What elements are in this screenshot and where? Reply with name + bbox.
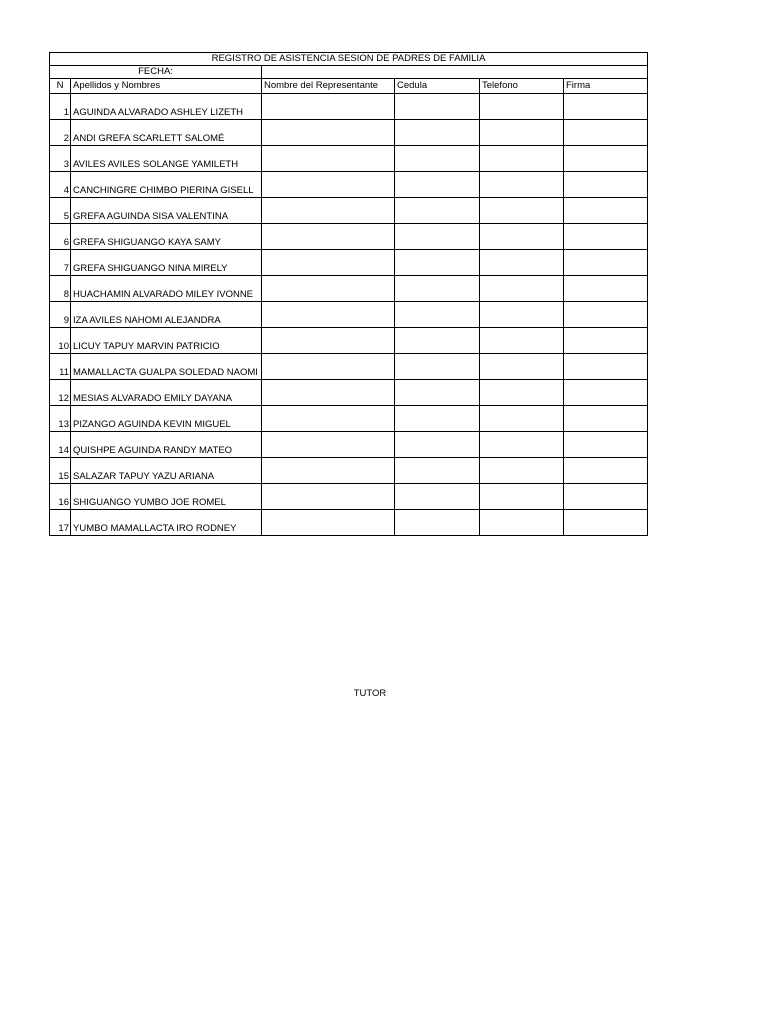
table-row	[50, 354, 648, 380]
student-rows	[50, 94, 648, 536]
representante-cell[interactable]	[262, 510, 395, 536]
table-row	[50, 510, 648, 536]
student-name: YUMBO MAMALLACTA IRO RODNEY	[71, 510, 262, 536]
cedula-cell[interactable]	[395, 510, 480, 536]
table-row	[50, 250, 648, 276]
fecha-row	[50, 66, 648, 79]
cedula-cell[interactable]	[395, 198, 480, 224]
telefono-cell[interactable]	[480, 484, 564, 510]
telefono-cell[interactable]	[480, 250, 564, 276]
representante-cell[interactable]	[262, 354, 395, 380]
representante-cell[interactable]	[262, 276, 395, 302]
attendance-table	[49, 52, 648, 536]
table-row	[50, 172, 648, 198]
table-row	[50, 276, 648, 302]
telefono-cell[interactable]	[480, 406, 564, 432]
table-row	[50, 224, 648, 250]
cedula-cell[interactable]	[395, 120, 480, 146]
firma-cell[interactable]	[564, 224, 648, 250]
row-number: 6	[50, 224, 71, 250]
student-name: HUACHAMIN ALVARADO MILEY IVONNE	[71, 276, 262, 302]
representante-cell[interactable]	[262, 94, 395, 120]
telefono-cell[interactable]	[480, 146, 564, 172]
row-number: 15	[50, 458, 71, 484]
telefono-cell[interactable]	[480, 354, 564, 380]
header-n: N	[50, 79, 71, 94]
telefono-cell[interactable]	[480, 120, 564, 146]
header-row	[50, 79, 648, 94]
student-name: GREFA SHIGUANGO KAYA SAMY	[71, 224, 262, 250]
header-representante: Nombre del Representante	[262, 79, 395, 94]
row-number: 12	[50, 380, 71, 406]
cedula-cell[interactable]	[395, 406, 480, 432]
representante-cell[interactable]	[262, 458, 395, 484]
firma-cell[interactable]	[564, 458, 648, 484]
representante-cell[interactable]	[262, 484, 395, 510]
row-number: 13	[50, 406, 71, 432]
student-name: MESIAS ALVARADO EMILY DAYANA	[71, 380, 262, 406]
firma-cell[interactable]	[564, 354, 648, 380]
telefono-cell[interactable]	[480, 172, 564, 198]
representante-cell[interactable]	[262, 120, 395, 146]
fecha-value-cell[interactable]	[262, 66, 648, 79]
table-row	[50, 432, 648, 458]
cedula-cell[interactable]	[395, 94, 480, 120]
firma-cell[interactable]	[564, 510, 648, 536]
firma-cell[interactable]	[564, 250, 648, 276]
cedula-cell[interactable]	[395, 328, 480, 354]
student-name: QUISHPE AGUINDA RANDY MATEO	[71, 432, 262, 458]
firma-cell[interactable]	[564, 94, 648, 120]
representante-cell[interactable]	[262, 172, 395, 198]
cedula-cell[interactable]	[395, 354, 480, 380]
header-cedula: Cedula	[395, 79, 480, 94]
telefono-cell[interactable]	[480, 432, 564, 458]
firma-cell[interactable]	[564, 302, 648, 328]
table-row	[50, 120, 648, 146]
row-number: 16	[50, 484, 71, 510]
firma-cell[interactable]	[564, 146, 648, 172]
student-name: MAMALLACTA GUALPA SOLEDAD NAOMI	[71, 354, 262, 380]
header-apellidos: Apellidos y Nombres	[71, 79, 262, 94]
sheet-title: REGISTRO DE ASISTENCIA SESION DE PADRES DE FAMILIA	[50, 53, 648, 66]
representante-cell[interactable]	[262, 328, 395, 354]
table-row	[50, 94, 648, 120]
row-number: 4	[50, 172, 71, 198]
attendance-sheet	[49, 52, 647, 536]
cedula-cell[interactable]	[395, 484, 480, 510]
student-name: SHIGUANGO YUMBO JOE ROMEL	[71, 484, 262, 510]
firma-cell[interactable]	[564, 172, 648, 198]
representante-cell[interactable]	[262, 406, 395, 432]
cedula-cell[interactable]	[395, 458, 480, 484]
telefono-cell[interactable]	[480, 380, 564, 406]
student-name: GREFA SHIGUANGO NINA MIRELY	[71, 250, 262, 276]
table-row	[50, 458, 648, 484]
firma-cell[interactable]	[564, 432, 648, 458]
table-row	[50, 380, 648, 406]
student-name: LICUY TAPUY MARVIN PATRICIO	[71, 328, 262, 354]
telefono-cell[interactable]	[480, 94, 564, 120]
row-number: 14	[50, 432, 71, 458]
firma-cell[interactable]	[564, 276, 648, 302]
row-number: 10	[50, 328, 71, 354]
row-number: 8	[50, 276, 71, 302]
table-row	[50, 406, 648, 432]
student-name: PIZANGO AGUINDA KEVIN MIGUEL	[71, 406, 262, 432]
telefono-cell[interactable]	[480, 302, 564, 328]
cedula-cell[interactable]	[395, 380, 480, 406]
telefono-cell[interactable]	[480, 328, 564, 354]
cedula-cell[interactable]	[395, 172, 480, 198]
cedula-cell[interactable]	[395, 276, 480, 302]
row-number: 2	[50, 120, 71, 146]
cedula-cell[interactable]	[395, 432, 480, 458]
row-number: 7	[50, 250, 71, 276]
cedula-cell[interactable]	[395, 224, 480, 250]
cedula-cell[interactable]	[395, 146, 480, 172]
table-row	[50, 302, 648, 328]
representante-cell[interactable]	[262, 302, 395, 328]
table-row	[50, 484, 648, 510]
telefono-cell[interactable]	[480, 198, 564, 224]
telefono-cell[interactable]	[480, 510, 564, 536]
student-name: AGUINDA ALVARADO ASHLEY LIZETH	[71, 94, 262, 120]
header-firma: Firma	[564, 79, 648, 94]
table-row	[50, 328, 648, 354]
representante-cell[interactable]	[262, 250, 395, 276]
telefono-cell[interactable]	[480, 276, 564, 302]
student-name: GREFA AGUINDA SISA VALENTINA	[71, 198, 262, 224]
representante-cell[interactable]	[262, 146, 395, 172]
representante-cell[interactable]	[262, 380, 395, 406]
header-telefono: Telefono	[480, 79, 564, 94]
firma-cell[interactable]	[564, 484, 648, 510]
firma-cell[interactable]	[564, 406, 648, 432]
firma-cell[interactable]	[564, 120, 648, 146]
student-name: IZA AVILES NAHOMI ALEJANDRA	[71, 302, 262, 328]
row-number: 11	[50, 354, 71, 380]
table-row	[50, 146, 648, 172]
row-number: 1	[50, 94, 71, 120]
row-number: 3	[50, 146, 71, 172]
firma-cell[interactable]	[564, 380, 648, 406]
tutor-label: TUTOR	[353, 688, 387, 699]
representante-cell[interactable]	[262, 224, 395, 250]
row-number: 9	[50, 302, 71, 328]
student-name: SALAZAR TAPUY YAZU ARIANA	[71, 458, 262, 484]
table-row	[50, 198, 648, 224]
row-number: 17	[50, 510, 71, 536]
student-name: ANDI GREFA SCARLETT SALOMÉ	[71, 120, 262, 146]
title-row	[50, 53, 648, 66]
firma-cell[interactable]	[564, 328, 648, 354]
firma-cell[interactable]	[564, 198, 648, 224]
student-name: CANCHINGRE CHIMBO PIERINA GISELL	[71, 172, 262, 198]
cedula-cell[interactable]	[395, 250, 480, 276]
telefono-cell[interactable]	[480, 458, 564, 484]
cedula-cell[interactable]	[395, 302, 480, 328]
representante-cell[interactable]	[262, 432, 395, 458]
fecha-label: FECHA:	[50, 66, 262, 79]
telefono-cell[interactable]	[480, 224, 564, 250]
student-name: AVILES AVILES SOLANGE YAMILETH	[71, 146, 262, 172]
row-number: 5	[50, 198, 71, 224]
representante-cell[interactable]	[262, 198, 395, 224]
